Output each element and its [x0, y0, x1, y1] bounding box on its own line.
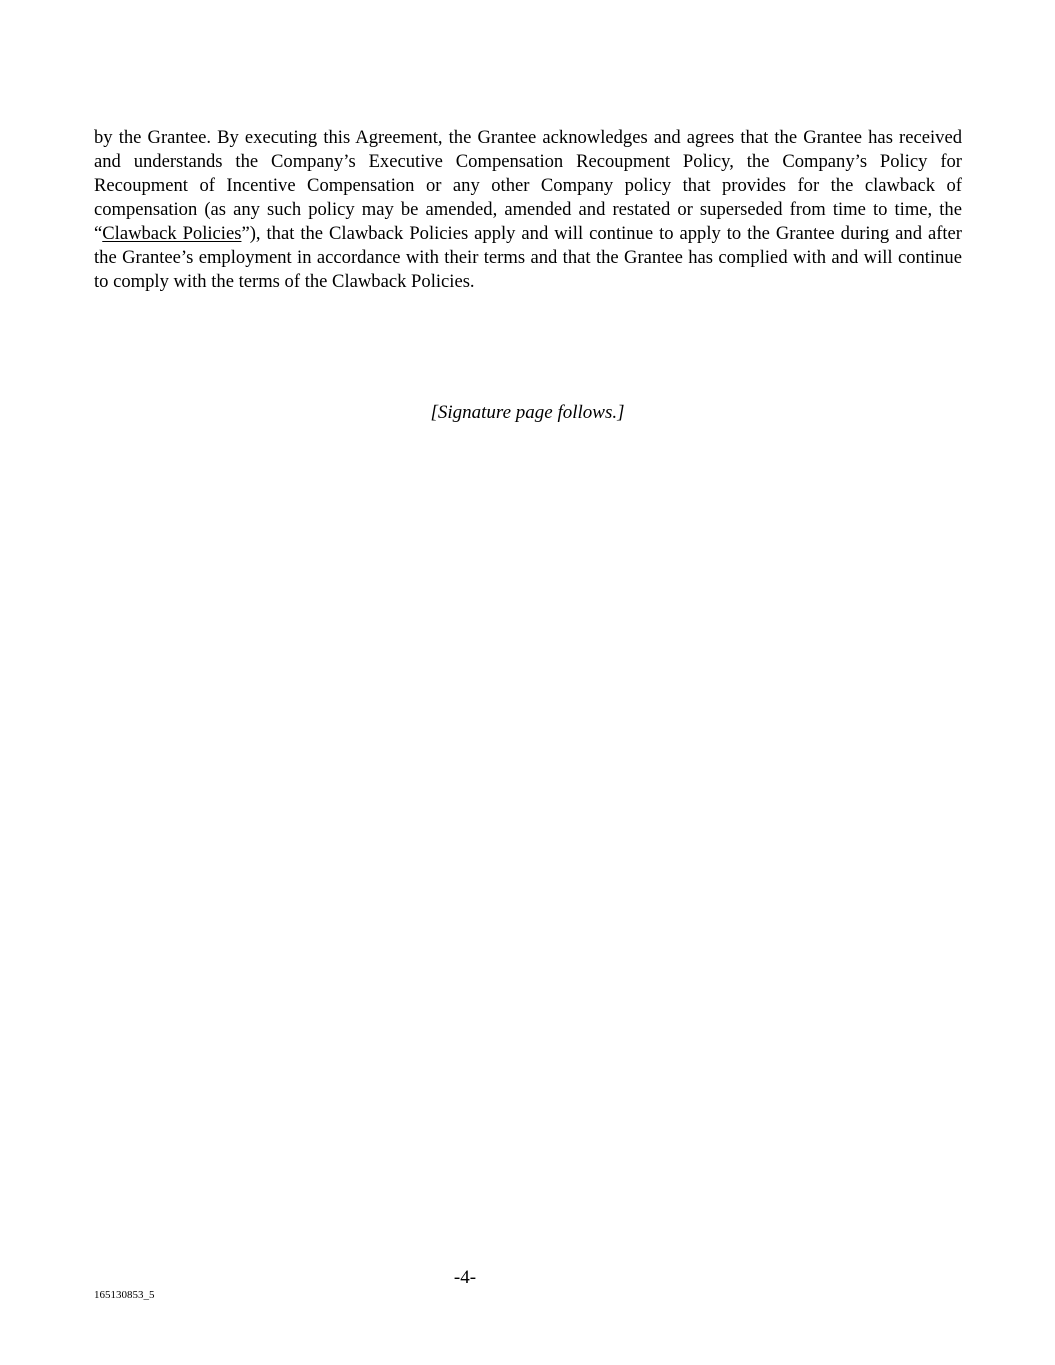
clawback-paragraph: [94, 126, 962, 294]
signature-page-note: [Signature page follows.]: [430, 402, 625, 423]
defined-term-clawback-policies: Clawback Policies: [102, 223, 242, 244]
page-number: -4-: [453, 1267, 477, 1288]
document-id: 165130853_5: [94, 1289, 155, 1301]
paragraph-text-end: ”), that the Clawback Policies apply and will continue to apply to the Grantee during and after the Grantee’s employment in accordance with their terms and that the Grantee has complied with and will continue to comply with the terms of the Clawback Policies.: [94, 223, 963, 292]
paragraph-text-start: by the Grantee. By executing this Agreement, the Grantee acknowledges and agrees that the Grantee has received and understands the Company’s Executive Compensation Recoupment Policy, the Company’s Policy for Recoupment of Incentive Compensation or any other Company policy that provides for the clawback of compensation (as any such policy may be amended, amended and restated or superseded from time to time, the “: [94, 127, 962, 244]
